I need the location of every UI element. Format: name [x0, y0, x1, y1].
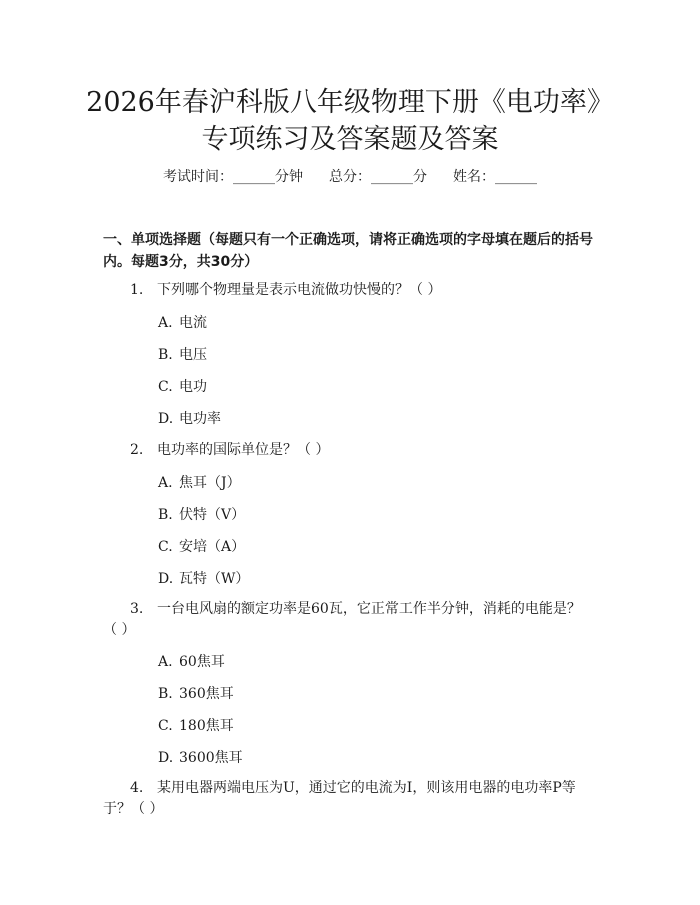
option-text: 60焦耳 [179, 654, 225, 670]
exam-name: 姓名：______ [453, 169, 537, 185]
option-letter: B. [158, 507, 173, 523]
question-2 [103, 440, 583, 461]
option-1b [158, 345, 207, 365]
option-letter: A. [158, 315, 173, 331]
exam-time: 考试时间：______分钟 [163, 169, 303, 185]
option-letter: C. [158, 539, 173, 555]
question-text: 某用电器两端电压为U，通过它的电流为I，则该用电器的电功率P等于？（ ） [103, 780, 576, 817]
option-text: 瓦特（W） [179, 571, 250, 587]
option-2a [158, 473, 241, 493]
option-3a [158, 652, 225, 672]
question-3 [103, 599, 583, 641]
option-2c [158, 537, 245, 557]
option-text: 电功 [179, 379, 207, 395]
option-3c [158, 716, 234, 736]
page-title-line-1: 2026年春沪科版八年级物理下册《电功率》 [86, 87, 614, 118]
exam-meta [0, 167, 700, 187]
option-letter: C. [158, 718, 173, 734]
option-letter: B. [158, 686, 173, 702]
section-heading: 一、单项选择题（每题只有一个正确选项，请将正确选项的字母填在题后的括号内。每题3分，共30分） [103, 232, 593, 270]
option-letter: B. [158, 347, 173, 363]
question-text: 下列哪个物理量是表示电流做功快慢的？（ ） [157, 282, 442, 298]
question-1 [103, 280, 583, 301]
question-text: 一台电风扇的额定功率是60瓦，它正常工作半分钟，消耗的电能是？（ ） [103, 601, 581, 638]
option-2d [158, 569, 249, 589]
option-text: 焦耳（J） [179, 475, 241, 491]
option-text: 电流 [179, 315, 207, 331]
question-number: 2. [130, 442, 144, 458]
option-text: 安培（A） [179, 539, 246, 555]
question-text: 电功率的国际单位是？（ ） [157, 442, 330, 458]
option-3d [158, 748, 243, 768]
page-title-line-2: 专项练习及答案题及答案 [201, 124, 499, 155]
option-1d [158, 409, 221, 429]
option-text: 电压 [179, 347, 207, 363]
option-letter: D. [158, 571, 174, 587]
option-letter: A. [158, 654, 173, 670]
option-letter: D. [158, 411, 174, 427]
option-1c [158, 377, 207, 397]
option-1a [158, 313, 207, 333]
option-text: 180焦耳 [179, 718, 234, 734]
option-text: 3600焦耳 [179, 750, 243, 766]
option-letter: C. [158, 379, 173, 395]
option-text: 电功率 [179, 411, 221, 427]
option-text: 360焦耳 [179, 686, 234, 702]
question-number: 4. [130, 780, 144, 796]
option-letter: A. [158, 475, 173, 491]
option-3b [158, 684, 234, 704]
exam-score: 总分：______分 [329, 169, 427, 185]
question-number: 3. [130, 601, 144, 617]
question-number: 1. [130, 282, 144, 298]
option-text: 伏特（V） [179, 507, 246, 523]
option-letter: D. [158, 750, 174, 766]
question-4 [103, 778, 583, 820]
option-2b [158, 505, 245, 525]
